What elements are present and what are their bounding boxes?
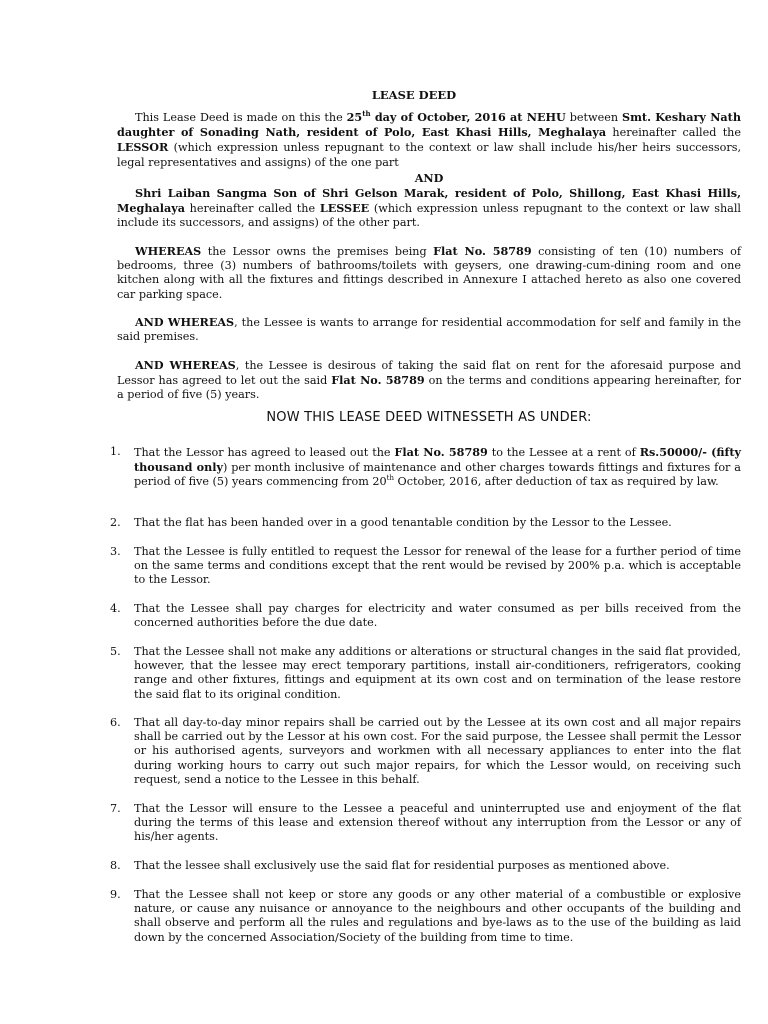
whereas-3-flat: Flat No. 58789 xyxy=(331,373,425,388)
intro-date-sup: th xyxy=(362,109,371,118)
clause-1-text-4: October, 2016, after deduction of tax as required by law. xyxy=(393,475,719,489)
clause-4-number: 4. xyxy=(110,602,121,615)
whereas-2-lead: AND WHEREAS xyxy=(135,315,235,329)
clause-1-text-3: ) per month inclusive of maintenance and other charges towards fittings and fixtures for a period of five (5) years commencing from 20 xyxy=(134,461,741,489)
lessor-name: Smt. Keshary Nath daughter of Sonading Nath, resident of Polo, East Khasi Hills, Meghalaya xyxy=(117,110,741,140)
and-separator: AND xyxy=(414,171,444,185)
document-title: LEASE DEED xyxy=(371,88,457,102)
clause-6 xyxy=(110,716,741,787)
lessee-text-2: (which expression unless repugnant to the context or law shall include its successors, and assigns) of the other part. xyxy=(117,202,741,230)
intro-paragraph xyxy=(117,110,741,170)
clause-9-text: That the Lessee shall not keep or store any goods or any other material of a combustible or explosive nature, or cause any nuisance or annoyance to the neighbours and other occupants of the building and shall observe and perform all the rules and regulations and bye-laws as to the use of the building as laid down by the concerned Association/Society of the building from time to time. xyxy=(134,888,741,944)
whereas-2-text: , the Lessee is wants to arrange for residential accommodation for self and family in the said premises. xyxy=(117,316,742,344)
clause-1-sup: th xyxy=(386,474,394,483)
intro-date-day: 25 xyxy=(346,110,363,124)
whereas-1-text-1: the Lessor owns the premises being xyxy=(201,245,434,258)
intro-text-1: This Lease Deed is made on this the xyxy=(135,111,347,124)
clause-1 xyxy=(110,445,741,490)
clause-5 xyxy=(110,645,741,702)
whereas-3-text-1: , the Lessee is desirous of taking the said flat on rent for the aforesaid purpose and Lessor has agreed to let out the said xyxy=(117,359,742,388)
intro-text-4: (which expression unless repugnant to the context or law shall include his/her heirs successors, legal representatives and assigns) of the one part xyxy=(117,141,741,169)
clause-2 xyxy=(110,516,741,530)
clause-1-number: 1. xyxy=(110,445,121,458)
whereas-paragraph-1 xyxy=(117,244,741,302)
clause-3 xyxy=(110,545,741,588)
lessee-name: Shri Laiban Sangma Son of Shri Gelson Marak, resident of Polo, Shillong, East Khasi Hills, Meghalaya xyxy=(117,186,741,216)
clause-3-number: 3. xyxy=(110,545,121,558)
clause-9-number: 9. xyxy=(110,888,121,901)
clause-9 xyxy=(110,888,741,945)
whereas-1-text-2: consisting of ten (10) numbers of bedrooms, three (3) numbers of bathrooms/toilets with geysers, one drawing-cum-dining room and one kitchen along with all the fixtures and fittings described in Annexure I attached hereto as also one covered car parking space. xyxy=(117,245,741,301)
intro-date-rest: day of October, 2016 at NEHU xyxy=(370,110,566,124)
witnesseth-heading: NOW THIS LEASE DEED WITNESSETH AS UNDER: xyxy=(266,410,592,425)
clause-1-text-2: to the Lessee at a rent of xyxy=(487,446,640,459)
clause-5-number: 5. xyxy=(110,645,121,658)
clause-6-number: 6. xyxy=(110,716,121,729)
clause-7-number: 7. xyxy=(110,802,121,815)
clause-2-number: 2. xyxy=(110,516,121,529)
clause-1-flat: Flat No. 58789 xyxy=(394,445,488,459)
clause-7 xyxy=(110,802,741,845)
clause-8 xyxy=(110,859,741,873)
clause-6-text: That all day-to-day minor repairs shall be carried out by the Lessee at its own cost and all major repairs shall be carried out by the Lessor at his own cost. For the said purpose, the Lessee shall permit the Lessor or his authorised agents, surveyors and workmen with all necessary appliances to enter into the flat during working hours to carry out such major repairs, for which the Lessor would, on receiving such request, send a notice to the Lessee in this behalf. xyxy=(134,716,741,786)
lessee-paragraph xyxy=(117,186,741,231)
clause-4 xyxy=(110,602,741,630)
lessee-label: LESSEE xyxy=(319,201,370,216)
clause-5-text: That the Lessee shall not make any additions or alterations or structural changes in the said flat provided, however, that the lessee may erect temporary partitions, install air-conditioners, refrigerators, cooking range and other fixtures, fittings and equipment at its own cost and on termination of the lease restore the said flat to its original condition. xyxy=(134,645,741,701)
whereas-paragraph-2 xyxy=(117,315,741,344)
intro-text-3: hereinafter called the xyxy=(606,126,742,140)
lessor-label: LESSOR xyxy=(117,140,169,155)
whereas-3-text-2: on the terms and conditions appearing hereinafter, for a period of five (5) years. xyxy=(117,374,741,402)
clause-3-text: That the Lessee is fully entitled to request the Lessor for renewal of the lease for a further period of time on the same terms and conditions except that the rent would be revised by 200% p.a. which is acceptable to the Lessor. xyxy=(134,545,741,587)
lessee-text-1: hereinafter called the xyxy=(184,202,320,216)
clause-8-text: That the lessee shall exclusively use the said flat for residential purposes as mentioned above. xyxy=(134,859,670,872)
clause-2-text: That the flat has been handed over in a good tenantable condition by the Lessor to the Lessee. xyxy=(134,516,672,529)
whereas-3-lead: AND WHEREAS xyxy=(135,358,236,372)
clause-4-text: That the Lessee shall pay charges for electricity and water consumed as per bills received from the concerned authorities before the due date. xyxy=(134,602,741,630)
whereas-1-lead: WHEREAS xyxy=(135,244,202,258)
intro-text-2: between xyxy=(565,111,622,124)
clause-1-text-1: That the Lessor has agreed to leased out the xyxy=(134,446,395,459)
whereas-paragraph-3 xyxy=(117,358,741,403)
clause-8-number: 8. xyxy=(110,859,121,872)
clause-1-text xyxy=(134,445,741,490)
clause-1-rent: Rs.50000/- (fifty thousand only xyxy=(134,445,741,475)
whereas-1-flat: Flat No. 58789 xyxy=(433,244,532,258)
clause-7-text: That the Lessor will ensure to the Lessee a peaceful and uninterrupted use and enjoyment of the flat during the terms of this lease and extension thereof without any interruption from the Lessor or any of his/her agents. xyxy=(134,802,741,844)
